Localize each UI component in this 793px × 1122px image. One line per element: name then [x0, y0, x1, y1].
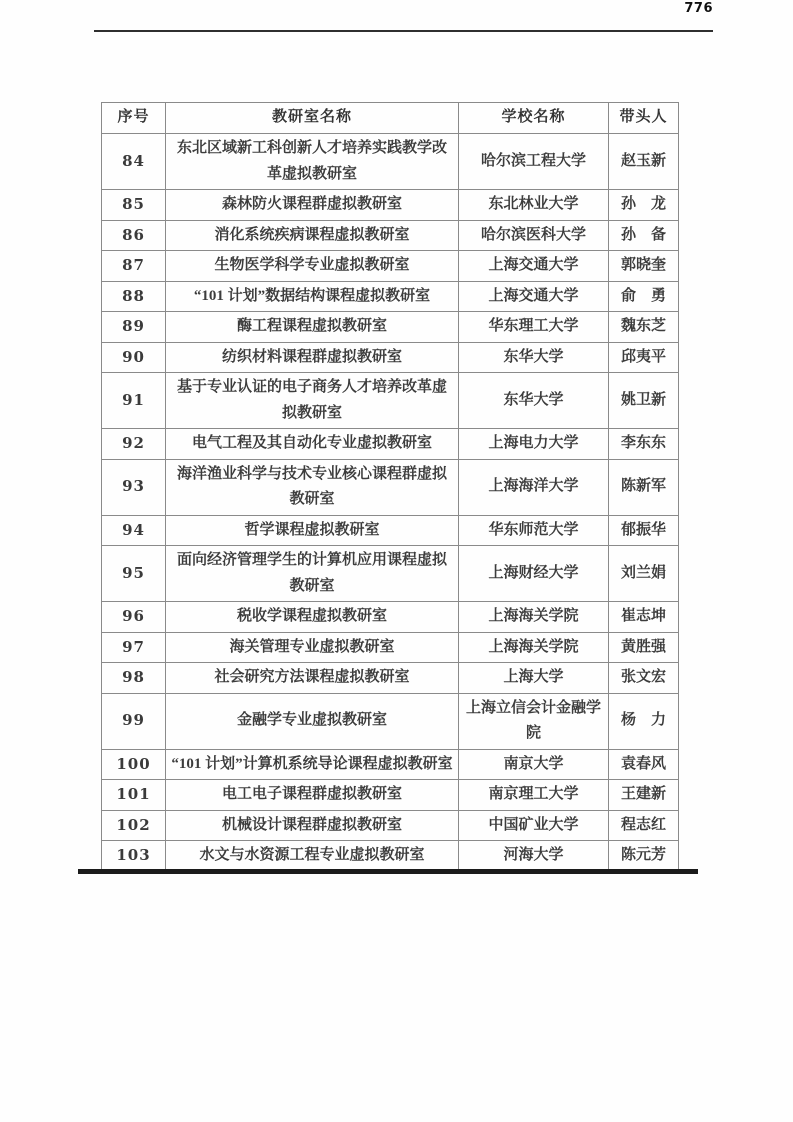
leader-name-cell: 邱夷平 [609, 342, 679, 373]
office-name-cell: 海关管理专业虚拟教研室 [166, 632, 459, 663]
table-row [102, 810, 679, 841]
school-name-cell: 上海交通大学 [459, 251, 609, 282]
school-name-cell: 中国矿业大学 [459, 810, 609, 841]
office-name-cell: 纺织材料课程群虚拟教研室 [166, 342, 459, 373]
table-row [102, 602, 679, 633]
row-number-cell: 87 [102, 251, 166, 282]
school-name-cell: 上海海关学院 [459, 602, 609, 633]
leader-name-cell: 杨 力 [609, 693, 679, 749]
school-name-cell: 上海海洋大学 [459, 459, 609, 515]
row-number-cell: 86 [102, 220, 166, 251]
page-break-line [78, 869, 698, 874]
row-number-cell: 93 [102, 459, 166, 515]
leader-name-cell: 郁振华 [609, 515, 679, 546]
leader-name-cell: 程志红 [609, 810, 679, 841]
school-name-cell: 南京大学 [459, 749, 609, 780]
table-row [102, 134, 679, 190]
row-number-cell: 92 [102, 429, 166, 460]
office-name-cell: 金融学专业虚拟教研室 [166, 693, 459, 749]
school-name-cell: 上海交通大学 [459, 281, 609, 312]
office-name-cell: 酶工程课程虚拟教研室 [166, 312, 459, 343]
school-name-cell: 华东理工大学 [459, 312, 609, 343]
office-name-cell: “101 计划”计算机系统导论课程虚拟教研室 [166, 749, 459, 780]
table-row [102, 749, 679, 780]
school-name-cell: 哈尔滨医科大学 [459, 220, 609, 251]
school-name-cell: 东华大学 [459, 342, 609, 373]
school-name-cell: 河海大学 [459, 841, 609, 872]
header-school-name: 学校名称 [459, 103, 609, 134]
leader-name-cell: 袁春风 [609, 749, 679, 780]
header-serial-number: 序号 [102, 103, 166, 134]
leader-name-cell: 孙 龙 [609, 190, 679, 221]
office-name-cell: 森林防火课程群虚拟教研室 [166, 190, 459, 221]
school-name-cell: 东华大学 [459, 373, 609, 429]
office-name-cell: 水文与水资源工程专业虚拟教研室 [166, 841, 459, 872]
leader-name-cell: 赵玉新 [609, 134, 679, 190]
office-name-cell: 机械设计课程群虚拟教研室 [166, 810, 459, 841]
leader-name-cell: 王建新 [609, 780, 679, 811]
row-number-cell: 95 [102, 546, 166, 602]
table-row [102, 546, 679, 602]
school-name-cell: 哈尔滨工程大学 [459, 134, 609, 190]
office-name-cell: 哲学课程虚拟教研室 [166, 515, 459, 546]
table-row [102, 841, 679, 872]
leader-name-cell: 李东东 [609, 429, 679, 460]
row-number-cell: 100 [102, 749, 166, 780]
leader-name-cell: 崔志坤 [609, 602, 679, 633]
table-row [102, 780, 679, 811]
leader-name-cell: 魏东芝 [609, 312, 679, 343]
leader-name-cell: 黄胜强 [609, 632, 679, 663]
table-row [102, 663, 679, 694]
page-number: 776 [684, 1, 713, 16]
table-row [102, 515, 679, 546]
leader-name-cell: 郭晓奎 [609, 251, 679, 282]
office-name-cell: 基于专业认证的电子商务人才培养改革虚拟教研室 [166, 373, 459, 429]
row-number-cell: 94 [102, 515, 166, 546]
table-row [102, 429, 679, 460]
office-name-cell: 税收学课程虚拟教研室 [166, 602, 459, 633]
table-row [102, 251, 679, 282]
school-name-cell: 上海立信会计金融学院 [459, 693, 609, 749]
header-office-name: 教研室名称 [166, 103, 459, 134]
table-container [78, 102, 698, 874]
office-name-cell: “101 计划”数据结构课程虚拟教研室 [166, 281, 459, 312]
office-name-cell: 社会研究方法课程虚拟教研室 [166, 663, 459, 694]
table-header-row [102, 103, 679, 134]
office-name-cell: 面向经济管理学生的计算机应用课程虚拟教研室 [166, 546, 459, 602]
school-name-cell: 上海大学 [459, 663, 609, 694]
research-office-table [101, 102, 679, 872]
table-row [102, 693, 679, 749]
table-row [102, 459, 679, 515]
row-number-cell: 103 [102, 841, 166, 872]
leader-name-cell: 陈元芳 [609, 841, 679, 872]
row-number-cell: 99 [102, 693, 166, 749]
row-number-cell: 89 [102, 312, 166, 343]
row-number-cell: 91 [102, 373, 166, 429]
school-name-cell: 上海电力大学 [459, 429, 609, 460]
office-name-cell: 海洋渔业科学与技术专业核心课程群虚拟教研室 [166, 459, 459, 515]
school-name-cell: 东北林业大学 [459, 190, 609, 221]
header-leader: 带头人 [609, 103, 679, 134]
leader-name-cell: 姚卫新 [609, 373, 679, 429]
row-number-cell: 101 [102, 780, 166, 811]
table-row [102, 632, 679, 663]
row-number-cell: 98 [102, 663, 166, 694]
leader-name-cell: 陈新军 [609, 459, 679, 515]
leader-name-cell: 张文宏 [609, 663, 679, 694]
school-name-cell: 华东师范大学 [459, 515, 609, 546]
row-number-cell: 84 [102, 134, 166, 190]
table-row [102, 220, 679, 251]
row-number-cell: 88 [102, 281, 166, 312]
leader-name-cell: 俞 勇 [609, 281, 679, 312]
office-name-cell: 电工电子课程群虚拟教研室 [166, 780, 459, 811]
office-name-cell: 东北区域新工科创新人才培养实践教学改革虚拟教研室 [166, 134, 459, 190]
school-name-cell: 南京理工大学 [459, 780, 609, 811]
school-name-cell: 上海财经大学 [459, 546, 609, 602]
office-name-cell: 消化系统疾病课程虚拟教研室 [166, 220, 459, 251]
row-number-cell: 96 [102, 602, 166, 633]
office-name-cell: 电气工程及其自动化专业虚拟教研室 [166, 429, 459, 460]
header-rule [94, 30, 713, 32]
row-number-cell: 97 [102, 632, 166, 663]
office-name-cell: 生物医学科学专业虚拟教研室 [166, 251, 459, 282]
table-row [102, 373, 679, 429]
table-row [102, 342, 679, 373]
table-row [102, 190, 679, 221]
row-number-cell: 102 [102, 810, 166, 841]
table-row [102, 312, 679, 343]
leader-name-cell: 刘兰娟 [609, 546, 679, 602]
row-number-cell: 90 [102, 342, 166, 373]
leader-name-cell: 孙 备 [609, 220, 679, 251]
school-name-cell: 上海海关学院 [459, 632, 609, 663]
table-row [102, 281, 679, 312]
row-number-cell: 85 [102, 190, 166, 221]
